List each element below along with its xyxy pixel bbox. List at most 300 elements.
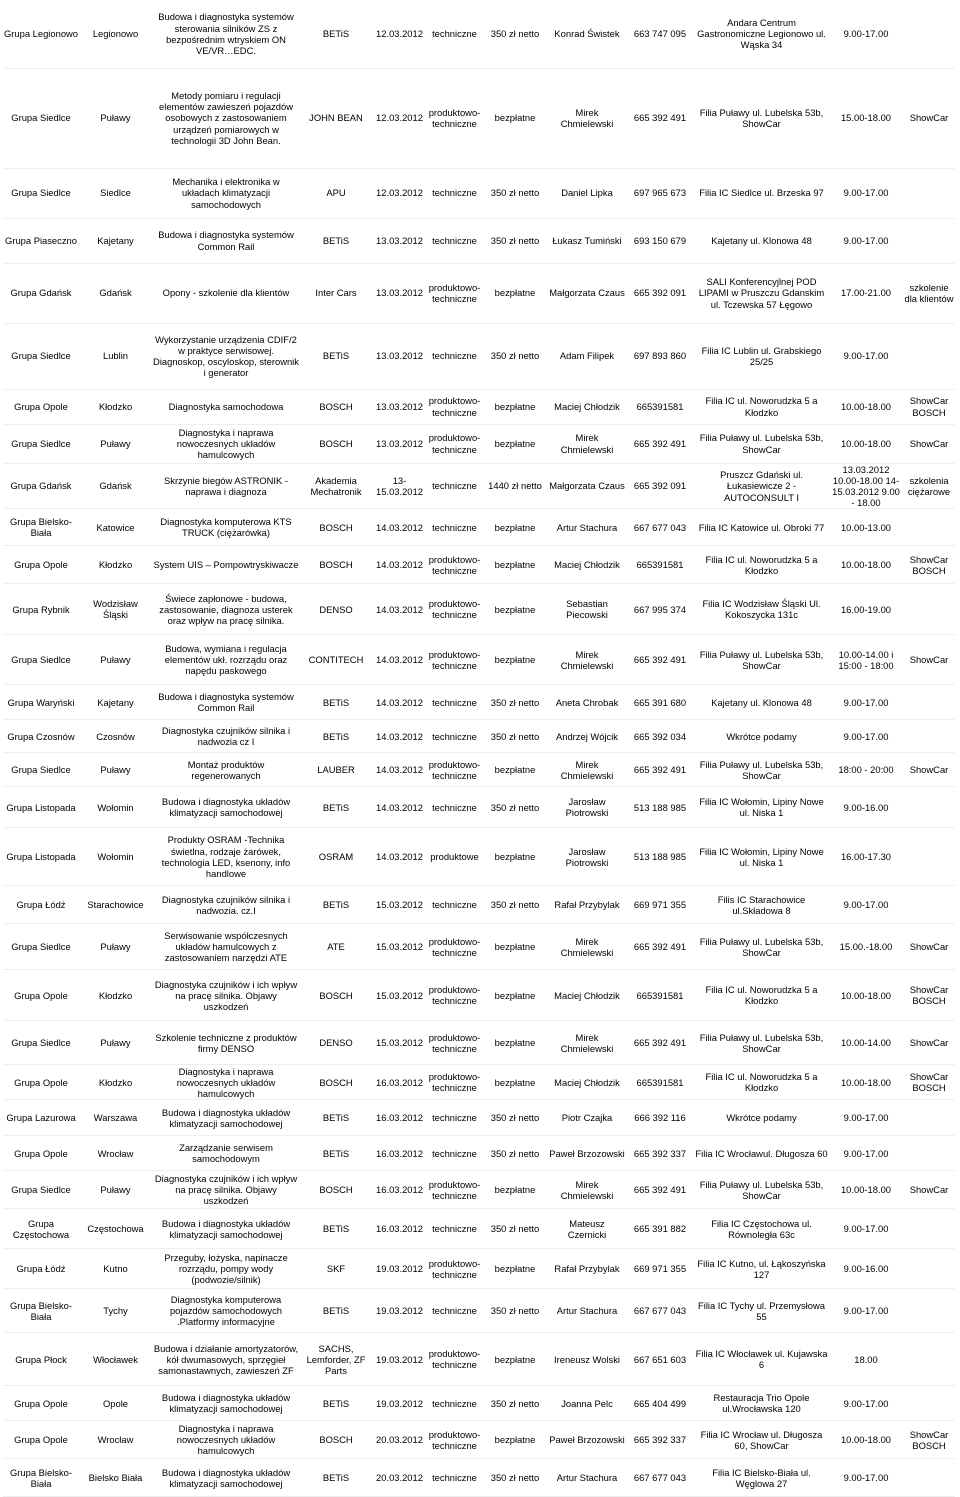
- type-cell: produktowo-techniczne: [427, 970, 482, 1021]
- contact-person-cell: Mateusz Czernicki: [548, 1209, 626, 1249]
- topic-cell: System UIS – Pompowtryskiwacze: [152, 546, 300, 584]
- group-cell: Grupa Rybnik: [3, 584, 79, 635]
- price-cell: bezpłatne: [482, 584, 548, 635]
- price-cell: 350 zł netto: [482, 168, 548, 218]
- schedule-row: [3, 1209, 955, 1249]
- date-cell: 14.03.2012: [372, 584, 427, 635]
- contact-person-cell: Maciej Chłodzik: [548, 970, 626, 1021]
- topic-cell: Budowa i diagnostyka układów klimatyzacji samochodowej: [152, 1386, 300, 1421]
- note-cell: ShowCar BOSCH: [903, 389, 955, 424]
- schedule-row: [3, 1289, 955, 1333]
- date-cell: 19.03.2012: [372, 1289, 427, 1333]
- venue-cell: Filia Puławy ul. Lubelska 53b, ShowCar: [694, 753, 829, 787]
- type-cell: techniczne: [427, 685, 482, 720]
- note-cell: szkolenie dla klientów: [903, 263, 955, 323]
- company-cell: BOSCH: [300, 1065, 372, 1100]
- hours-cell: 9.00-17.00: [829, 1289, 903, 1333]
- note-cell: [903, 1100, 955, 1136]
- phone-cell: 665 392 491: [626, 68, 694, 168]
- note-cell: ShowCar: [903, 424, 955, 463]
- date-cell: 19.03.2012: [372, 1249, 427, 1289]
- company-cell: OSRAM: [300, 828, 372, 886]
- topic-cell: Diagnostyka i naprawa nowoczesnych układów hamulcowych: [152, 1421, 300, 1459]
- venue-cell: SALI Konferencyjlnej POD LIPAMI w Pruszczu Gdanskim ul. Tczewska 57 Łęgowo: [694, 263, 829, 323]
- price-cell: 1440 zł netto: [482, 463, 548, 509]
- group-cell: Grupa Opole: [3, 1421, 79, 1459]
- contact-person-cell: Daniel Lipka: [548, 168, 626, 218]
- venue-cell: Filia IC Katowice ul. Obroki 77: [694, 509, 829, 546]
- city-cell: Puławy: [79, 68, 152, 168]
- venue-cell: Filia IC Siedlce ul. Brzeska 97: [694, 168, 829, 218]
- company-cell: BOSCH: [300, 1421, 372, 1459]
- group-cell: Grupa Lazurowa: [3, 1100, 79, 1136]
- group-cell: Grupa Opole: [3, 1386, 79, 1421]
- company-cell: BOSCH: [300, 970, 372, 1021]
- date-cell: 13-15.03.2012: [372, 463, 427, 509]
- topic-cell: Diagnostyka komputerowa KTS TRUCK (ciężarówka): [152, 509, 300, 546]
- contact-person-cell: Konrad Świstek: [548, 0, 626, 68]
- topic-cell: Diagnostyka samochodowa: [152, 389, 300, 424]
- group-cell: Grupa Siedlce: [3, 168, 79, 218]
- phone-cell: 665 392 034: [626, 720, 694, 753]
- date-cell: 13.03.2012: [372, 263, 427, 323]
- schedule-row: [3, 168, 955, 218]
- city-cell: Siedlce: [79, 168, 152, 218]
- note-cell: [903, 1249, 955, 1289]
- group-cell: Grupa Opole: [3, 970, 79, 1021]
- group-cell: Grupa Opole: [3, 1136, 79, 1171]
- date-cell: 13.03.2012: [372, 424, 427, 463]
- venue-cell: Restauracja Trio Opole ul.Wrocławska 120: [694, 1386, 829, 1421]
- company-cell: BOSCH: [300, 509, 372, 546]
- price-cell: bezpłatne: [482, 1065, 548, 1100]
- price-cell: 350 zł netto: [482, 1209, 548, 1249]
- date-cell: 14.03.2012: [372, 685, 427, 720]
- contact-person-cell: Maciej Chłodzik: [548, 546, 626, 584]
- company-cell: JOHN BEAN: [300, 68, 372, 168]
- topic-cell: Metody pomiaru i regulacji elementów zawieszeń pojazdów osobowych z zastosowaniem urządzeń pomiarowych w technologii 3D John Bean.: [152, 68, 300, 168]
- topic-cell: Wykorzystanie urządzenia CDIF/2 w praktyce serwisowej. Diagnoskop, oscyloskop, sterownik i generator: [152, 323, 300, 389]
- date-cell: 19.03.2012: [372, 1333, 427, 1386]
- hours-cell: 10.00-18.00: [829, 970, 903, 1021]
- schedule-row: [3, 509, 955, 546]
- note-cell: ShowCar: [903, 635, 955, 685]
- venue-cell: Filia IC Kutno, ul. Łąkoszyńska 127: [694, 1249, 829, 1289]
- city-cell: Czosnów: [79, 720, 152, 753]
- schedule-row: [3, 924, 955, 970]
- type-cell: techniczne: [427, 886, 482, 924]
- city-cell: Włocławek: [79, 1333, 152, 1386]
- schedule-row: [3, 787, 955, 828]
- date-cell: 15.03.2012: [372, 1021, 427, 1065]
- hours-cell: 9.00-17.00: [829, 1136, 903, 1171]
- topic-cell: Budowa i działanie amortyzatorów, kół dwumasowych, sprzęgieł samonastawnych, zawieszeń ZF: [152, 1333, 300, 1386]
- phone-cell: 665 392 491: [626, 753, 694, 787]
- hours-cell: 10.00-18.00: [829, 389, 903, 424]
- hours-cell: 9.00-17.00: [829, 720, 903, 753]
- company-cell: CONTITECH: [300, 635, 372, 685]
- hours-cell: 9.00-17.00: [829, 1100, 903, 1136]
- note-cell: [903, 720, 955, 753]
- topic-cell: Montaż produktów regenerowanych: [152, 753, 300, 787]
- type-cell: produktowo-techniczne: [427, 1249, 482, 1289]
- price-cell: 350 zł netto: [482, 1100, 548, 1136]
- company-cell: BOSCH: [300, 1171, 372, 1209]
- type-cell: produktowo-techniczne: [427, 1333, 482, 1386]
- price-cell: 350 zł netto: [482, 886, 548, 924]
- city-cell: Kłodzko: [79, 970, 152, 1021]
- note-cell: ShowCar BOSCH: [903, 970, 955, 1021]
- note-cell: ShowCar: [903, 1021, 955, 1065]
- venue-cell: Pruszcz Gdański ul. Łukasiewicze 2 - AUTOCONSULT I: [694, 463, 829, 509]
- contact-person-cell: Łukasz Tumiński: [548, 218, 626, 263]
- schedule-row: [3, 1171, 955, 1209]
- date-cell: 14.03.2012: [372, 787, 427, 828]
- contact-person-cell: Rafał Przybylak: [548, 886, 626, 924]
- date-cell: 15.03.2012: [372, 886, 427, 924]
- venue-cell: Filia Puławy ul. Lubelska 53b, ShowCar: [694, 635, 829, 685]
- type-cell: techniczne: [427, 218, 482, 263]
- type-cell: produktowo-techniczne: [427, 1171, 482, 1209]
- hours-cell: 17.00-21.00: [829, 263, 903, 323]
- schedule-row: [3, 1386, 955, 1421]
- company-cell: BETiS: [300, 1209, 372, 1249]
- price-cell: bezpłatne: [482, 828, 548, 886]
- price-cell: bezpłatne: [482, 546, 548, 584]
- topic-cell: Świece zapłonowe - budowa, zastosowanie, diagnoza usterek oraz wpływ na pracę silnika.: [152, 584, 300, 635]
- price-cell: bezpłatne: [482, 68, 548, 168]
- company-cell: BETiS: [300, 0, 372, 68]
- price-cell: 350 zł netto: [482, 685, 548, 720]
- city-cell: Wrocław: [79, 1421, 152, 1459]
- city-cell: Gdańsk: [79, 463, 152, 509]
- venue-cell: Filia Puławy ul. Lubelska 53b, ShowCar: [694, 424, 829, 463]
- contact-person-cell: Mirek Chmielewski: [548, 1021, 626, 1065]
- phone-cell: 665 392 491: [626, 635, 694, 685]
- date-cell: 16.03.2012: [372, 1100, 427, 1136]
- hours-cell: 10.00-13.00: [829, 509, 903, 546]
- hours-cell: 13.03.2012 10.00-18.00 14-15.03.2012 9.00 - 18.00: [829, 463, 903, 509]
- date-cell: 15.03.2012: [372, 924, 427, 970]
- type-cell: techniczne: [427, 1459, 482, 1497]
- type-cell: produktowo-techniczne: [427, 263, 482, 323]
- company-cell: DENSO: [300, 1021, 372, 1065]
- phone-cell: 665 392 491: [626, 1171, 694, 1209]
- contact-person-cell: Mirek Chmielewski: [548, 924, 626, 970]
- date-cell: 14.03.2012: [372, 635, 427, 685]
- topic-cell: Mechanika i elektronika w układach klimatyzacji samochodowych: [152, 168, 300, 218]
- phone-cell: 665391581: [626, 1065, 694, 1100]
- contact-person-cell: Andrzej Wójcik: [548, 720, 626, 753]
- city-cell: Kutno: [79, 1249, 152, 1289]
- price-cell: bezpłatne: [482, 424, 548, 463]
- note-cell: [903, 1459, 955, 1497]
- hours-cell: 15.00-18.00: [829, 68, 903, 168]
- schedule-row: [3, 546, 955, 584]
- type-cell: techniczne: [427, 1289, 482, 1333]
- price-cell: bezpłatne: [482, 1421, 548, 1459]
- group-cell: Grupa Listopada: [3, 787, 79, 828]
- date-cell: 13.03.2012: [372, 323, 427, 389]
- venue-cell: Filia IC Włocławek ul. Kujawska 6: [694, 1333, 829, 1386]
- phone-cell: 697 893 860: [626, 323, 694, 389]
- company-cell: APU: [300, 168, 372, 218]
- contact-person-cell: Aneta Chrobak: [548, 685, 626, 720]
- company-cell: BOSCH: [300, 546, 372, 584]
- company-cell: Inter Cars: [300, 263, 372, 323]
- venue-cell: Filia IC Bielsko-Biała ul. Węglowa 27: [694, 1459, 829, 1497]
- phone-cell: 697 965 673: [626, 168, 694, 218]
- contact-person-cell: Rafał Przybylak: [548, 1249, 626, 1289]
- type-cell: techniczne: [427, 0, 482, 68]
- hours-cell: 9.00-17.00: [829, 1459, 903, 1497]
- company-cell: BETiS: [300, 1136, 372, 1171]
- note-cell: ShowCar BOSCH: [903, 1421, 955, 1459]
- price-cell: 350 zł netto: [482, 1136, 548, 1171]
- phone-cell: 665 392 491: [626, 424, 694, 463]
- venue-cell: Filia IC ul. Noworudzka 5 a Kłodzko: [694, 970, 829, 1021]
- group-cell: Grupa Listopada: [3, 828, 79, 886]
- company-cell: ATE: [300, 924, 372, 970]
- city-cell: Puławy: [79, 635, 152, 685]
- hours-cell: 16.00-19.00: [829, 584, 903, 635]
- date-cell: 13.03.2012: [372, 389, 427, 424]
- contact-person-cell: Artur Stachura: [548, 509, 626, 546]
- venue-cell: Filia Puławy ul. Lubelska 53b, ShowCar: [694, 68, 829, 168]
- hours-cell: 18.00: [829, 1333, 903, 1386]
- date-cell: 16.03.2012: [372, 1136, 427, 1171]
- venue-cell: Filia IC Tychy ul. Przemysłowa 55: [694, 1289, 829, 1333]
- price-cell: 350 zł netto: [482, 1459, 548, 1497]
- note-cell: ShowCar: [903, 1171, 955, 1209]
- note-cell: [903, 1333, 955, 1386]
- hours-cell: 9.00-17.00: [829, 1209, 903, 1249]
- phone-cell: 513 188 985: [626, 828, 694, 886]
- price-cell: bezpłatne: [482, 1333, 548, 1386]
- schedule-row: [3, 584, 955, 635]
- type-cell: produktowe: [427, 828, 482, 886]
- type-cell: techniczne: [427, 509, 482, 546]
- phone-cell: 665 392 337: [626, 1421, 694, 1459]
- price-cell: 350 zł netto: [482, 0, 548, 68]
- topic-cell: Budowa i diagnostyka systemów Common Rail: [152, 218, 300, 263]
- city-cell: Kłodzko: [79, 1065, 152, 1100]
- group-cell: Grupa Bielsko-Biała: [3, 509, 79, 546]
- city-cell: Starachowice: [79, 886, 152, 924]
- venue-cell: Kajetany ul. Klonowa 48: [694, 685, 829, 720]
- date-cell: 12.03.2012: [372, 68, 427, 168]
- city-cell: Lublin: [79, 323, 152, 389]
- phone-cell: 665391581: [626, 546, 694, 584]
- phone-cell: 665 392 491: [626, 924, 694, 970]
- contact-person-cell: Małgorzata Czaus: [548, 463, 626, 509]
- type-cell: techniczne: [427, 1136, 482, 1171]
- venue-cell: Filis IC Starachowice ul.Składowa 8: [694, 886, 829, 924]
- contact-person-cell: Paweł Brzozowski: [548, 1136, 626, 1171]
- schedule-row: [3, 1100, 955, 1136]
- topic-cell: Diagnostyka czujników silnika i nadwozia cz I: [152, 720, 300, 753]
- group-cell: Grupa Częstochowa: [3, 1209, 79, 1249]
- venue-cell: Filia IC Częstochowa ul. Równoległa 63c: [694, 1209, 829, 1249]
- phone-cell: 667 677 043: [626, 509, 694, 546]
- note-cell: ShowCar: [903, 924, 955, 970]
- topic-cell: Szkolenie techniczne z produktów firmy DENSO: [152, 1021, 300, 1065]
- note-cell: [903, 0, 955, 68]
- city-cell: Kłodzko: [79, 546, 152, 584]
- type-cell: techniczne: [427, 1386, 482, 1421]
- type-cell: produktowo-techniczne: [427, 546, 482, 584]
- hours-cell: 10.00-18.00: [829, 546, 903, 584]
- company-cell: BOSCH: [300, 389, 372, 424]
- price-cell: 350 zł netto: [482, 787, 548, 828]
- date-cell: 16.03.2012: [372, 1065, 427, 1100]
- schedule-row: [3, 424, 955, 463]
- hours-cell: 10.00-18.00: [829, 1171, 903, 1209]
- city-cell: Kłodzko: [79, 389, 152, 424]
- date-cell: 14.03.2012: [372, 753, 427, 787]
- topic-cell: Budowa i diagnostyka systemów Common Rail: [152, 685, 300, 720]
- schedule-row: [3, 753, 955, 787]
- group-cell: Grupa Siedlce: [3, 1171, 79, 1209]
- note-cell: ShowCar: [903, 753, 955, 787]
- contact-person-cell: Joanna Pelc: [548, 1386, 626, 1421]
- schedule-row: [3, 1065, 955, 1100]
- group-cell: Grupa Bielsko-Biała: [3, 1289, 79, 1333]
- price-cell: 350 zł netto: [482, 1386, 548, 1421]
- venue-cell: Filia IC Wołomin, Lipiny Nowe ul. Niska 1: [694, 787, 829, 828]
- phone-cell: 665 404 499: [626, 1386, 694, 1421]
- group-cell: Grupa Siedlce: [3, 924, 79, 970]
- note-cell: [903, 828, 955, 886]
- city-cell: Legionowo: [79, 0, 152, 68]
- price-cell: 350 zł netto: [482, 218, 548, 263]
- date-cell: 20.03.2012: [372, 1459, 427, 1497]
- schedule-row: [3, 68, 955, 168]
- price-cell: bezpłatne: [482, 1249, 548, 1289]
- hours-cell: 10.00-18.00: [829, 1065, 903, 1100]
- price-cell: bezpłatne: [482, 970, 548, 1021]
- city-cell: Wołomin: [79, 828, 152, 886]
- schedule-row: [3, 635, 955, 685]
- hours-cell: 16.00-17.30: [829, 828, 903, 886]
- topic-cell: Zarządzanie serwisem samochodowym: [152, 1136, 300, 1171]
- venue-cell: Filia IC Wodzisław Śląski Ul. Kokoszycka 131c: [694, 584, 829, 635]
- schedule-row: [3, 828, 955, 886]
- group-cell: Grupa Czosnów: [3, 720, 79, 753]
- city-cell: Gdańsk: [79, 263, 152, 323]
- phone-cell: 665 392 091: [626, 263, 694, 323]
- topic-cell: Serwisowanie współczesnych układów hamulcowych z zastosowaniem narzędzi ATE: [152, 924, 300, 970]
- schedule-row: [3, 1136, 955, 1171]
- note-cell: [903, 168, 955, 218]
- company-cell: BETiS: [300, 1289, 372, 1333]
- price-cell: bezpłatne: [482, 1171, 548, 1209]
- topic-cell: Budowa i diagnostyka systemów sterowania silników ZS z bezpośrednim wtryskiem ON VE/VR…EDC.: [152, 0, 300, 68]
- group-cell: Grupa Piaseczno: [3, 218, 79, 263]
- type-cell: produktowo-techniczne: [427, 584, 482, 635]
- note-cell: [903, 1136, 955, 1171]
- note-cell: [903, 584, 955, 635]
- price-cell: bezpłatne: [482, 635, 548, 685]
- city-cell: Wrocław: [79, 1136, 152, 1171]
- topic-cell: Opony - szkolenie dla klientów: [152, 263, 300, 323]
- company-cell: BETiS: [300, 886, 372, 924]
- contact-person-cell: Małgorzata Czaus: [548, 263, 626, 323]
- group-cell: Grupa Legionowo: [3, 0, 79, 68]
- city-cell: Puławy: [79, 753, 152, 787]
- company-cell: BETiS: [300, 218, 372, 263]
- company-cell: DENSO: [300, 584, 372, 635]
- schedule-row: [3, 218, 955, 263]
- schedule-row: [3, 970, 955, 1021]
- company-cell: SACHS, Lemforder, ZF Parts: [300, 1333, 372, 1386]
- price-cell: 350 zł netto: [482, 1289, 548, 1333]
- phone-cell: 665391581: [626, 970, 694, 1021]
- group-cell: Grupa Siedlce: [3, 635, 79, 685]
- note-cell: [903, 1209, 955, 1249]
- company-cell: LAUBER: [300, 753, 372, 787]
- contact-person-cell: Mirek Chmielewski: [548, 68, 626, 168]
- topic-cell: Budowa, wymiana i regulacja elementów ukł. rozrządu oraz napędu paskowego: [152, 635, 300, 685]
- contact-person-cell: Artur Stachura: [548, 1459, 626, 1497]
- group-cell: Grupa Łódź: [3, 1249, 79, 1289]
- schedule-row: [3, 0, 955, 68]
- hours-cell: 9.00-17.00: [829, 1386, 903, 1421]
- price-cell: bezpłatne: [482, 263, 548, 323]
- topic-cell: Diagnostyka komputerowa pojazdów samochodowych .Platformy informacyjne: [152, 1289, 300, 1333]
- schedule-row: [3, 323, 955, 389]
- note-cell: [903, 685, 955, 720]
- phone-cell: 665 392 337: [626, 1136, 694, 1171]
- city-cell: Bielsko Biała: [79, 1459, 152, 1497]
- note-cell: [903, 886, 955, 924]
- schedule-row: [3, 886, 955, 924]
- contact-person-cell: Mirek Chmielewski: [548, 635, 626, 685]
- company-cell: BETiS: [300, 787, 372, 828]
- company-cell: BETiS: [300, 1100, 372, 1136]
- venue-cell: Filia Puławy ul. Lubelska 53b, ShowCar: [694, 924, 829, 970]
- date-cell: 15.03.2012: [372, 970, 427, 1021]
- contact-person-cell: Sebastian Piecowski: [548, 584, 626, 635]
- note-cell: [903, 1386, 955, 1421]
- date-cell: 13.03.2012: [372, 218, 427, 263]
- company-cell: SKF: [300, 1249, 372, 1289]
- topic-cell: Budowa i diagnostyka układów klimatyzacji samochodowej: [152, 1209, 300, 1249]
- note-cell: [903, 1289, 955, 1333]
- group-cell: Grupa Bielsko-Biała: [3, 1459, 79, 1497]
- phone-cell: 667 651 603: [626, 1333, 694, 1386]
- city-cell: Puławy: [79, 1021, 152, 1065]
- type-cell: techniczne: [427, 720, 482, 753]
- venue-cell: Filia IC Lublin ul. Grabskiego 25/25: [694, 323, 829, 389]
- type-cell: techniczne: [427, 323, 482, 389]
- phone-cell: 665 391 680: [626, 685, 694, 720]
- venue-cell: Filia IC ul. Noworudzka 5 a Kłodzko: [694, 1065, 829, 1100]
- venue-cell: Kajetany ul. Klonowa 48: [694, 218, 829, 263]
- phone-cell: 666 392 116: [626, 1100, 694, 1136]
- date-cell: 14.03.2012: [372, 828, 427, 886]
- date-cell: 20.03.2012: [372, 1421, 427, 1459]
- topic-cell: Budowa i diagnostyka układów klimatyzacji samochodowej: [152, 1100, 300, 1136]
- type-cell: produktowo-techniczne: [427, 68, 482, 168]
- contact-person-cell: Paweł Brzozowski: [548, 1421, 626, 1459]
- hours-cell: 10.00-18.00: [829, 424, 903, 463]
- price-cell: 350 zł netto: [482, 720, 548, 753]
- topic-cell: Budowa i diagnostyka układów klimatyzacji samochodowej: [152, 787, 300, 828]
- type-cell: produktowo-techniczne: [427, 1421, 482, 1459]
- schedule-row: [3, 720, 955, 753]
- date-cell: 14.03.2012: [372, 720, 427, 753]
